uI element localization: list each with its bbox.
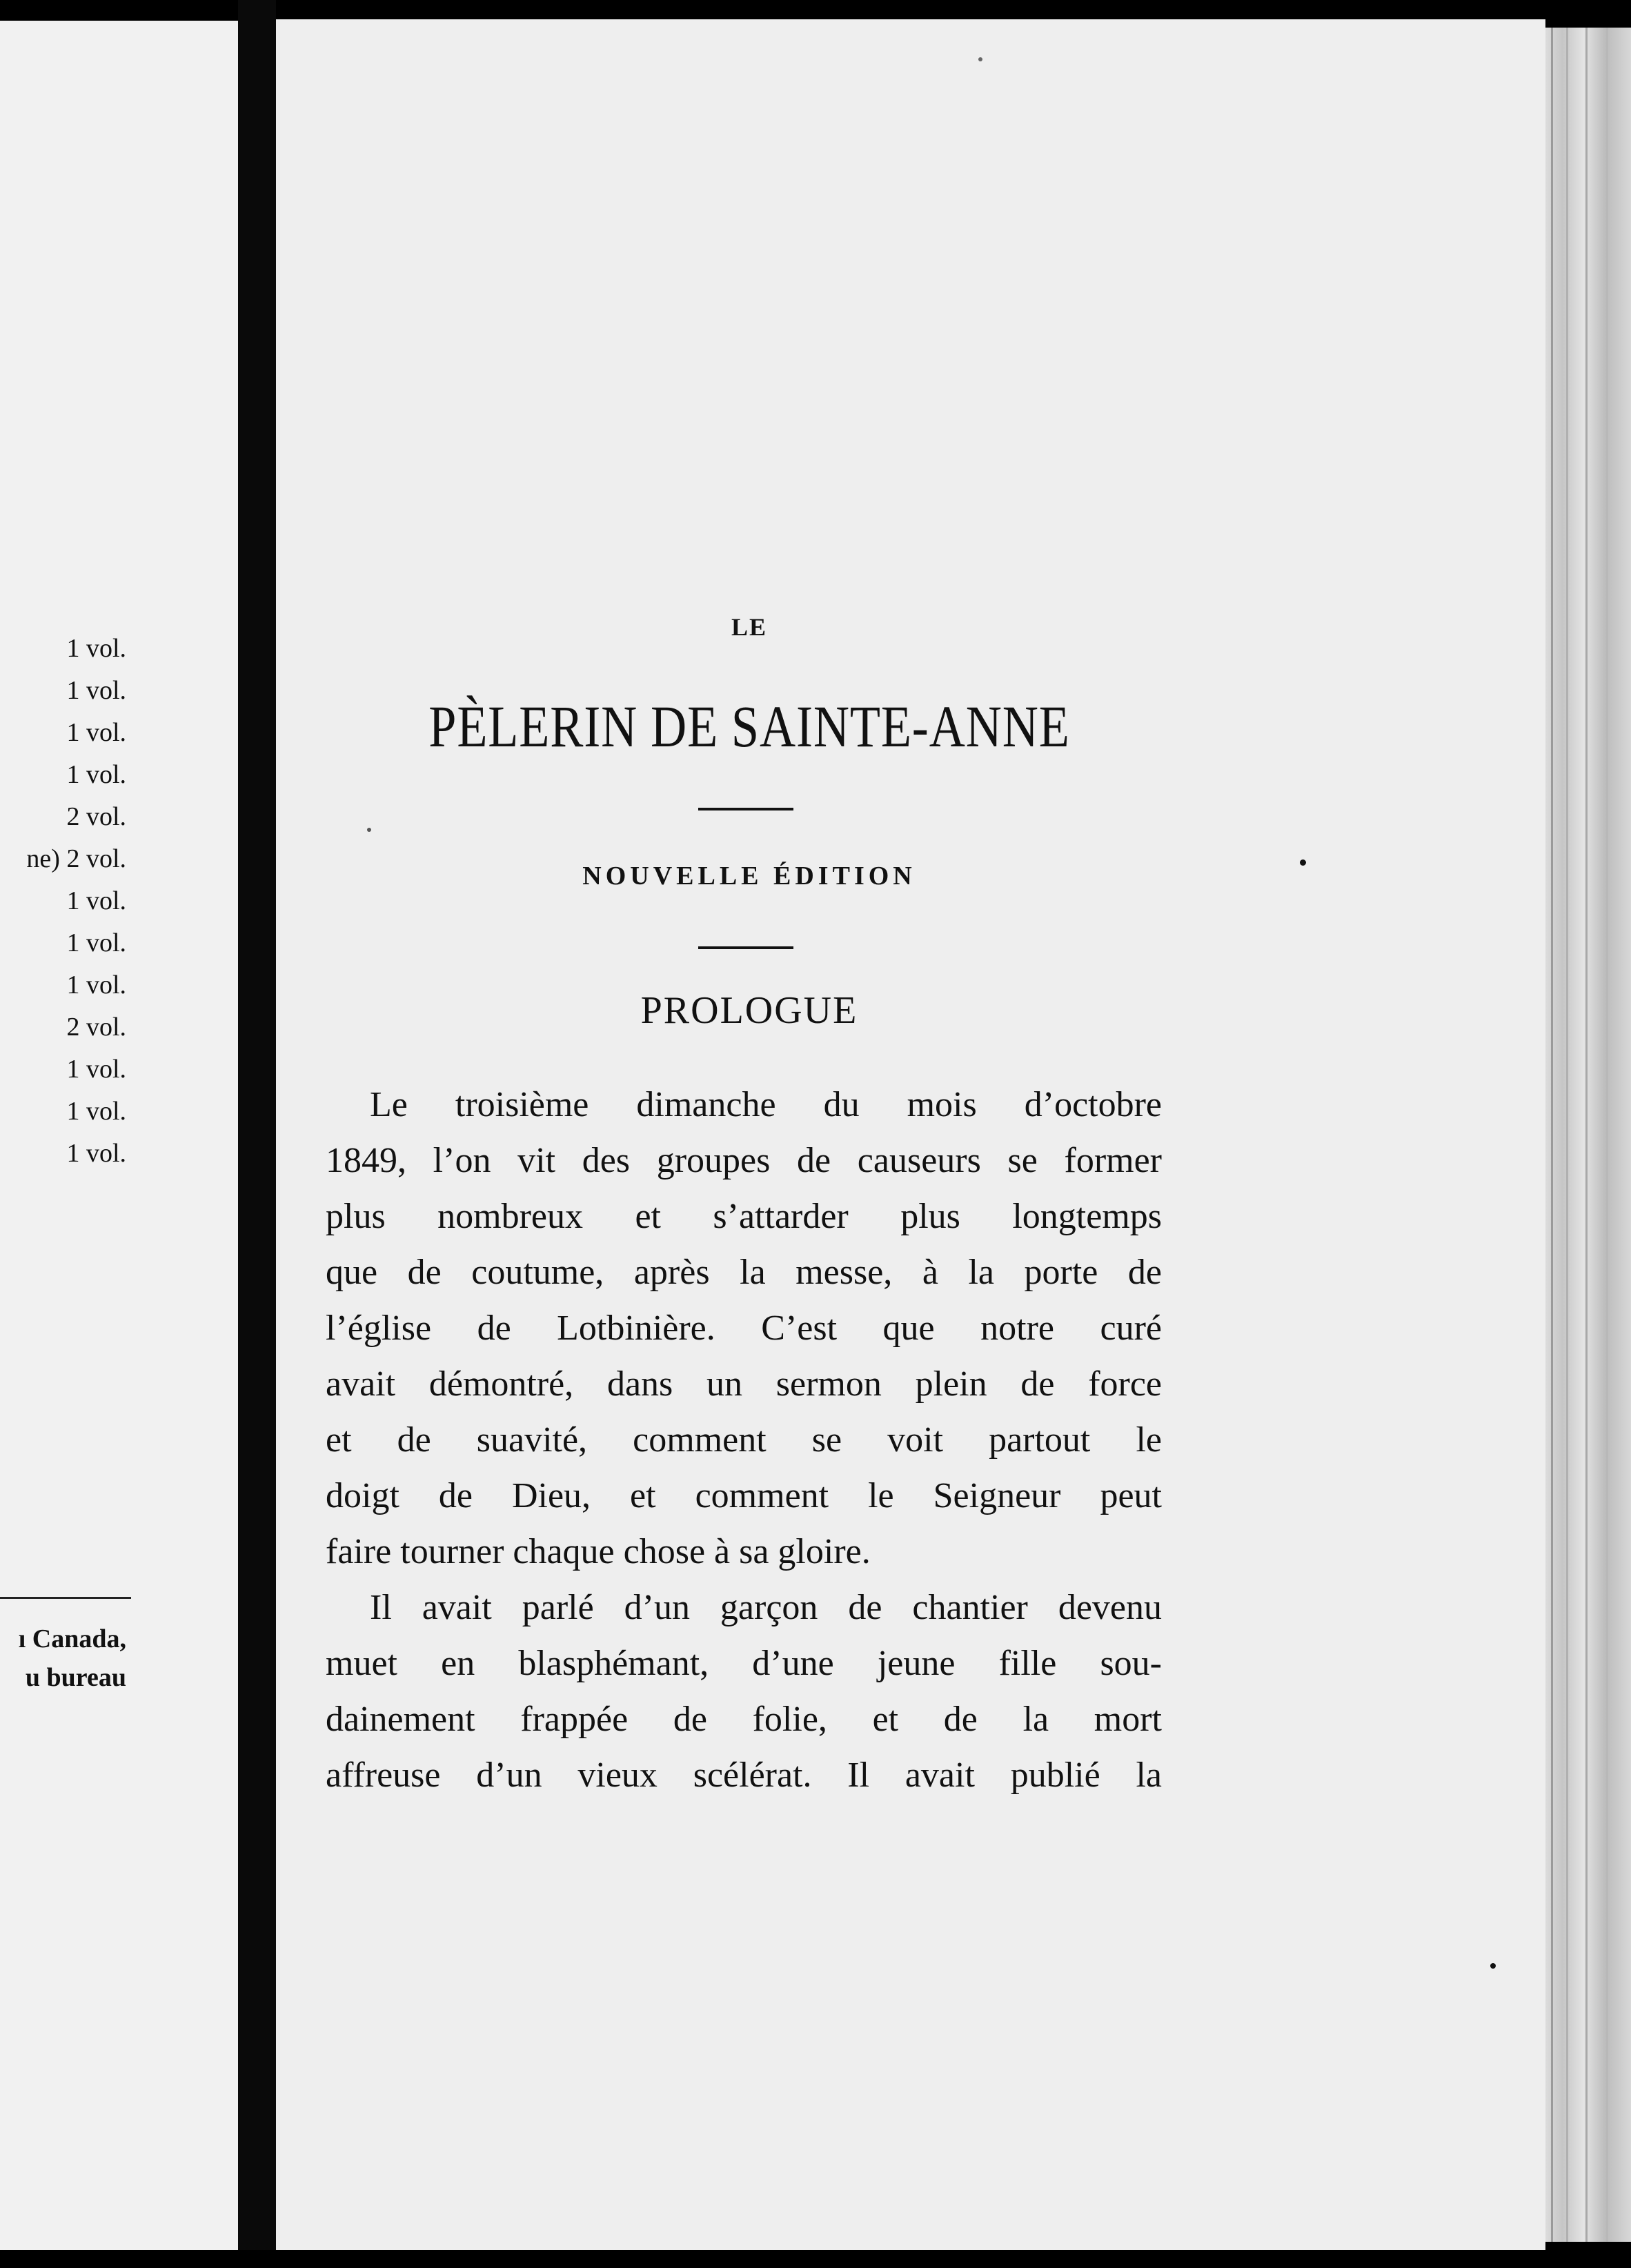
text-line: et de suavité, comment se voit partout le [326, 1420, 1162, 1460]
text-line: plus nombreux et s’attarder plus longtemps [326, 1197, 1162, 1236]
volume-list [0, 628, 126, 1175]
footer-line: ı Canada, [18, 1624, 126, 1653]
body-text [326, 1077, 1162, 1803]
section-heading: PROLOGUE [640, 989, 858, 1032]
list-item: 1 vol. [66, 718, 126, 747]
list-item: 1 vol. [66, 1055, 126, 1084]
title-lead: LE [731, 613, 768, 641]
book-title: PÈLERIN DE SAINTE-ANNE [428, 693, 1070, 759]
title-page [276, 19, 1545, 2251]
edition-label: NOUVELLE ÉDITION [582, 862, 916, 891]
scan-speck [1490, 1963, 1496, 1969]
list-item: 1 vol. [66, 676, 126, 705]
page-stack-edge [1545, 28, 1631, 2242]
left-footer-text [19, 1620, 126, 1697]
text-line: dainement frappée de folie, et de la mort [326, 1700, 1162, 1739]
text-line: Le troisième dimanche du mois d’octobre [370, 1085, 1162, 1124]
list-item: 2 vol. [66, 802, 126, 831]
text-line: faire tourner chaque chose à sa gloire. [326, 1532, 871, 1571]
book-gutter [238, 0, 276, 2268]
scan-speck [978, 57, 982, 61]
text-line: l’église de Lotbinière. C’est que notre curé [326, 1309, 1162, 1348]
page-edge-line [1585, 28, 1588, 2242]
scan-speck [1300, 859, 1306, 866]
scan-speck [367, 828, 371, 832]
list-item: 1 vol. [66, 971, 126, 999]
list-item: 1 vol. [66, 928, 126, 957]
text-line: Il avait parlé d’un garçon de chantier devenu [370, 1588, 1162, 1627]
scan-border-bottom [0, 2250, 1631, 2268]
text-line: muet en blasphémant, d’une jeune fille sou- [326, 1644, 1162, 1683]
left-facing-page [0, 21, 241, 2250]
text-line: 1849, l’on vit des groupes de causeurs se former [326, 1141, 1162, 1180]
page-edge-line [1551, 28, 1553, 2242]
footer-line: u bureau [25, 1663, 126, 1692]
divider-rule [698, 946, 793, 949]
text-line: doigt de Dieu, et comment le Seigneur peut [326, 1476, 1162, 1515]
page-edge-line [1566, 28, 1568, 2242]
list-item: 1 vol. [66, 634, 126, 663]
list-item: 2 vol. [66, 1013, 126, 1042]
page-edge-line [1606, 28, 1608, 2242]
footer-rule [0, 1597, 131, 1599]
text-line: avait démontré, dans un sermon plein de force [326, 1364, 1162, 1404]
text-line: affreuse d’un vieux scélérat. Il avait publié la [326, 1755, 1162, 1795]
list-item: 1 vol. [66, 1097, 126, 1126]
list-item: 1 vol. [66, 886, 126, 915]
list-item: 1 vol. [66, 1139, 126, 1168]
text-line: que de coutume, après la messe, à la porte de [326, 1253, 1162, 1292]
list-item: ne) 2 vol. [26, 844, 126, 873]
divider-rule [698, 808, 793, 810]
list-item: 1 vol. [66, 760, 126, 789]
